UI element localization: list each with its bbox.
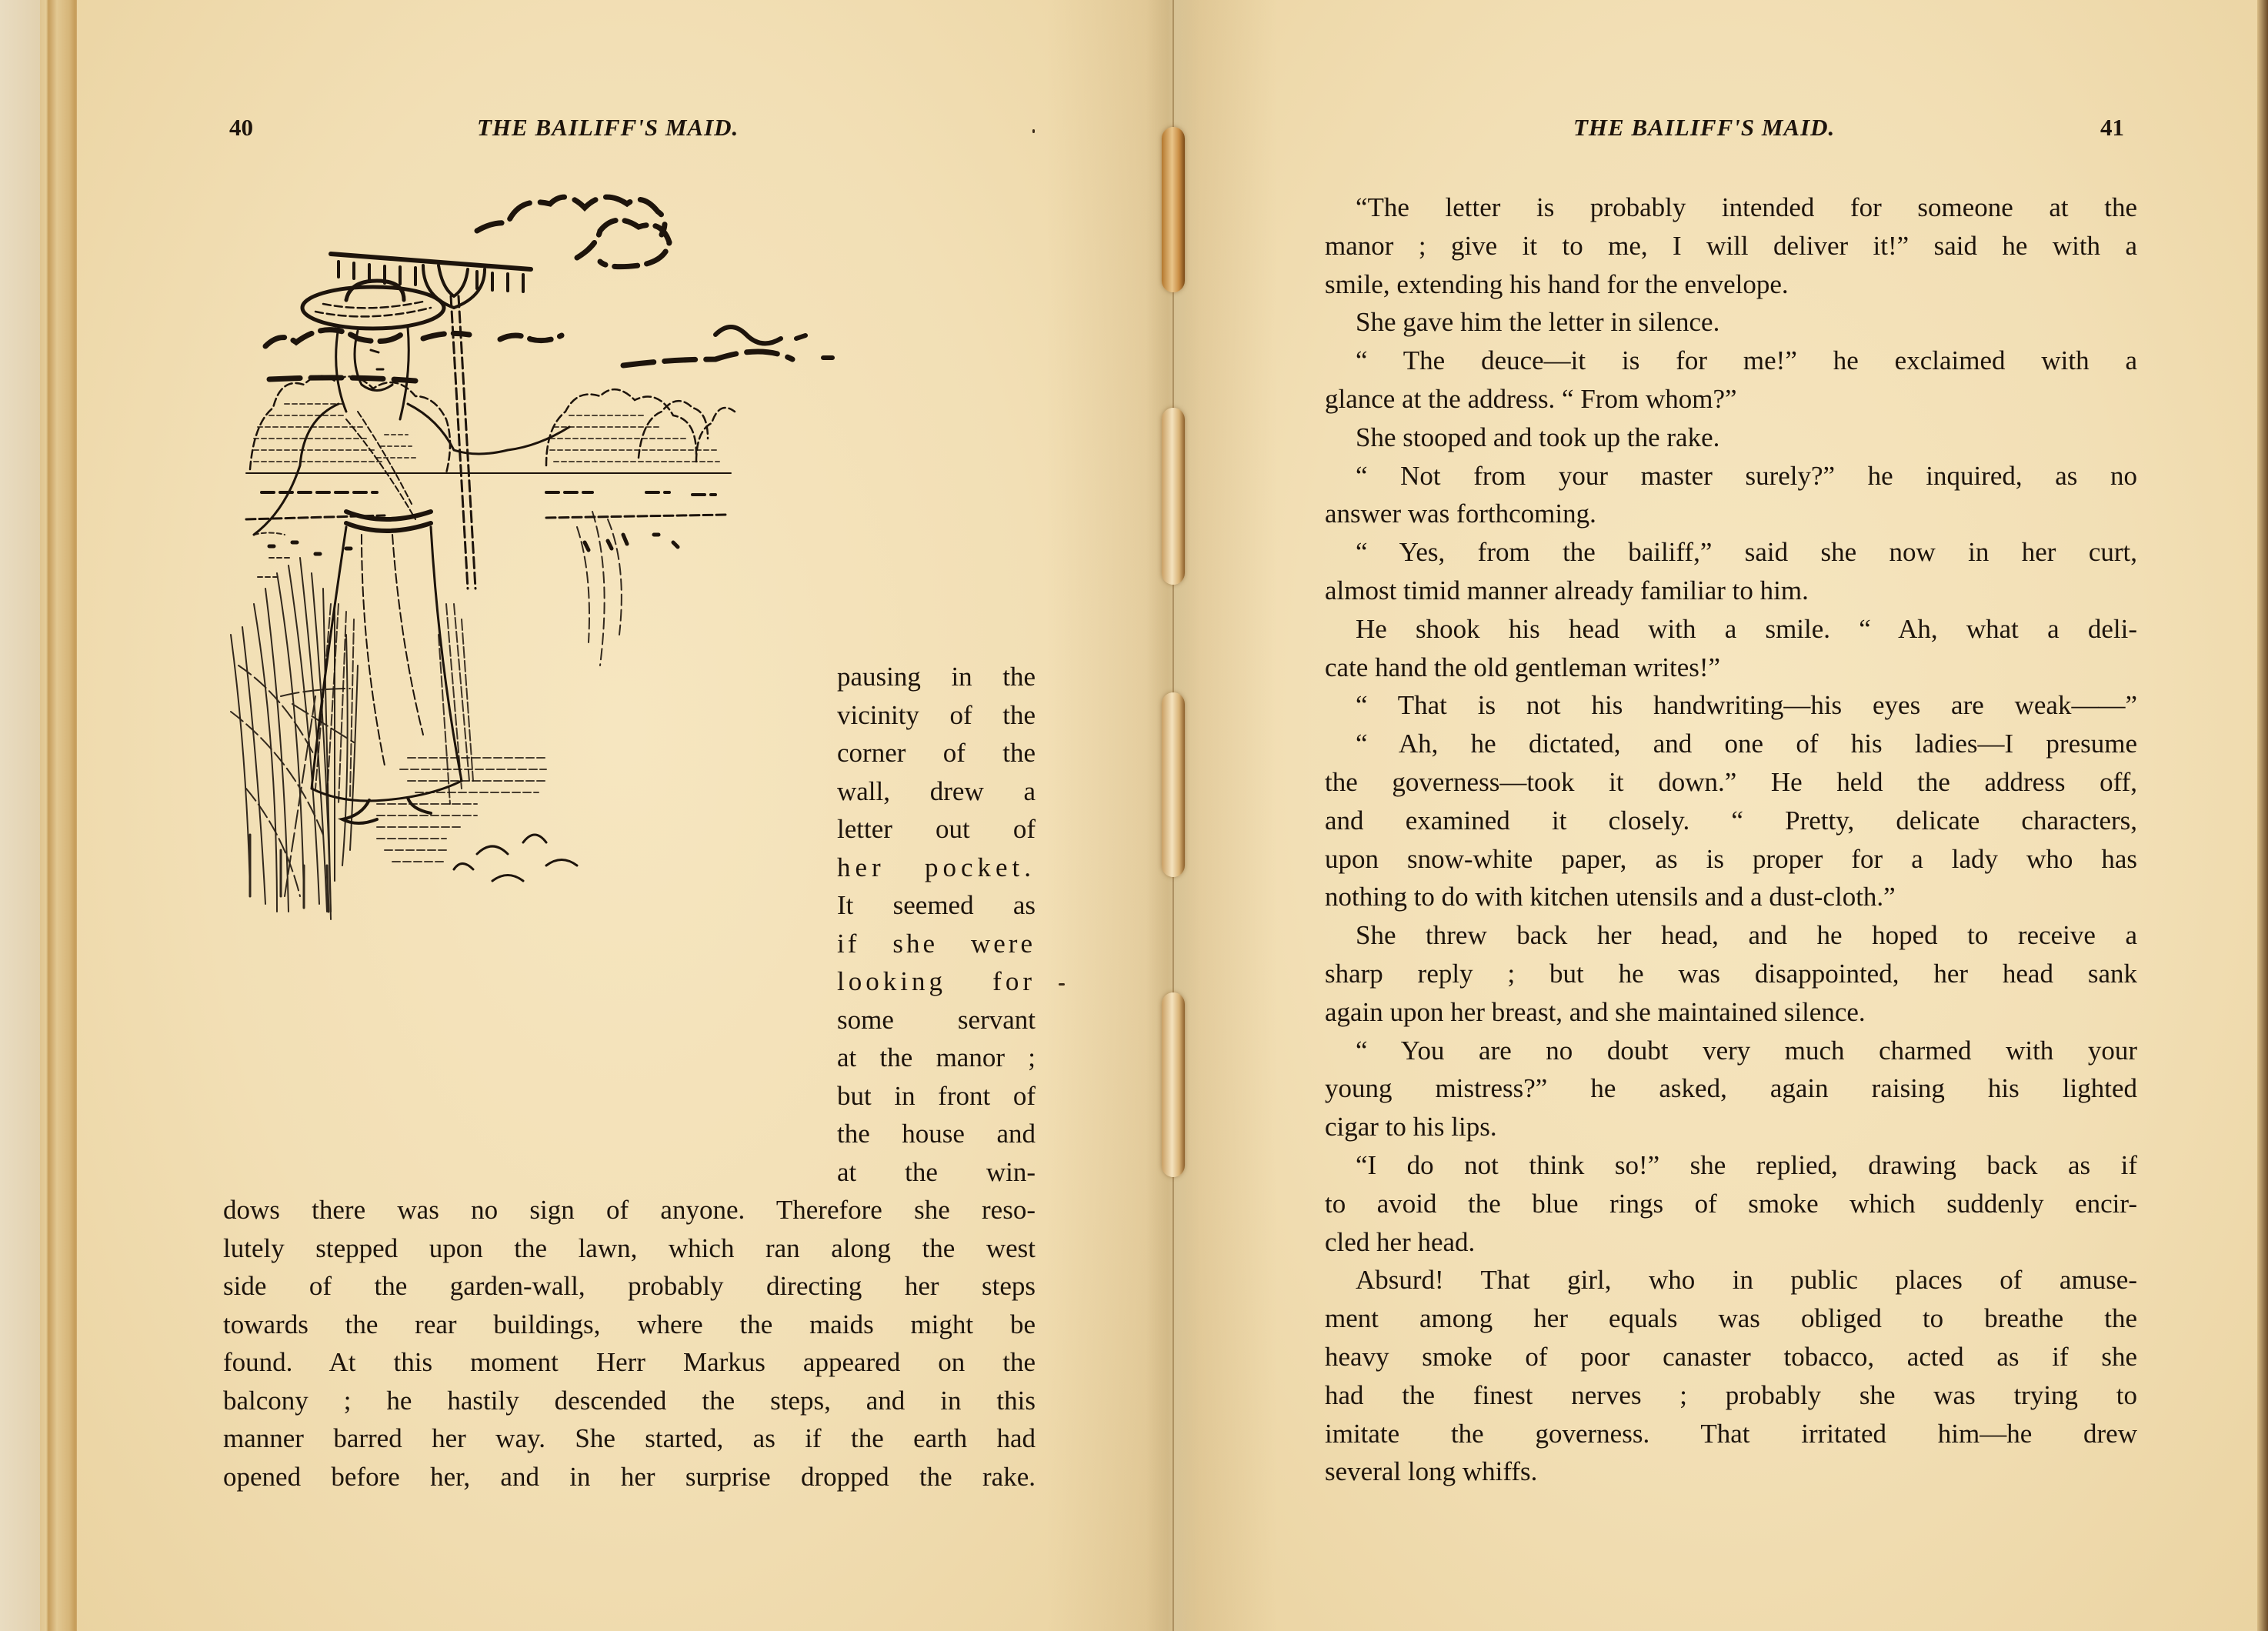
treeline-icon	[250, 376, 735, 473]
text-line: cate hand the old gentleman writes!”	[1325, 652, 1721, 682]
paragraph-first-line: She threw back her head, and he hoped to receive a	[1356, 920, 2137, 951]
tall-grass-icon	[231, 512, 622, 919]
page-number-right: 41	[2100, 114, 2124, 141]
path-shading	[377, 758, 546, 862]
paragraph-first-line: “ That is not his handwriting—his eyes are weak——”	[1356, 690, 2137, 721]
text-line: at the manor ;	[837, 1042, 1036, 1072]
text-line: nothing to do with kitchen utensils and a dust-cloth.”	[1325, 882, 1896, 912]
ink-speck	[1032, 129, 1035, 133]
text-line: looking for	[837, 966, 1036, 996]
text-line: manner barred her way. She started, as if the earth had	[223, 1423, 1036, 1453]
ink-speck	[1059, 983, 1065, 986]
cloud-icon	[265, 330, 562, 346]
text-line: heavy smoke of poor canaster tobacco, acted as if she	[1325, 1341, 2137, 1372]
right-page-body-text	[1325, 188, 2137, 1491]
paragraph-first-line: He shook his head with a smile. “ Ah, what a deli-	[1356, 613, 2137, 644]
text-line: and examined it closely. “ Pretty, delicate characters,	[1325, 805, 2137, 836]
paragraph-first-line: She gave him the letter in silence.	[1356, 307, 1720, 338]
text-line: at the win-	[837, 1156, 1036, 1187]
text-line: some servant	[837, 1004, 1036, 1035]
text-line: her pocket.	[837, 852, 1036, 882]
paragraph-first-line: “ Not from your master surely?” he inquired, as no	[1356, 460, 2137, 491]
text-line: balcony ; he hastily descended the steps, and in this	[223, 1385, 1036, 1416]
text-line: found. At this moment Herr Markus appeared on the	[223, 1347, 1036, 1377]
text-line: sharp reply ; but he was disappointed, her head sank	[1325, 958, 2137, 989]
binding-stitch-icon	[1162, 408, 1185, 585]
paragraph-first-line: She stooped and took up the rake.	[1356, 422, 1720, 452]
cloud-icon	[269, 352, 792, 381]
text-line: again upon her breast, and she maintained silence.	[1325, 996, 1866, 1027]
text-line: cled her head.	[1325, 1226, 1476, 1257]
text-line: towards the rear buildings, where the maids might be	[223, 1309, 1036, 1339]
cloud-icon	[477, 197, 665, 235]
paragraph-first-line: “ Ah, he dictated, and one of his ladies—I presume	[1356, 729, 2137, 759]
text-line: answer was forthcoming.	[1325, 499, 1596, 529]
cloud-icon	[577, 220, 669, 267]
running-head-left: THE BAILIFF'S MAID.	[477, 114, 739, 141]
binding-stitch-icon	[1162, 692, 1185, 877]
text-line: to avoid the blue rings of smoke which suddenly encir-	[1325, 1188, 2137, 1219]
text-line: had the finest nerves ; probably she was trying to	[1325, 1379, 2137, 1410]
text-line: cigar to his lips.	[1325, 1112, 1497, 1142]
paragraph-first-line: “ Yes, from the bailiff,” said she now in her curt,	[1356, 537, 2137, 568]
left-page-wrapped-column	[837, 658, 1036, 1191]
text-line: lutely stepped upon the lawn, which ran along the west	[223, 1232, 1036, 1263]
text-line: pausing in the	[837, 662, 1036, 692]
field-line	[262, 492, 715, 495]
text-line: several long whiffs.	[1325, 1456, 1538, 1487]
text-line: young mistress?” he asked, again raising his lighted	[1325, 1073, 2137, 1104]
text-line: if she were	[837, 928, 1036, 959]
text-line: dows there was no sign of anyone. Therefore she reso-	[223, 1195, 1036, 1225]
text-line: the governess—took it down.” He held the address off,	[1325, 766, 2137, 797]
text-line: glance at the address. “ From whom?”	[1325, 383, 1737, 414]
page-number-left: 40	[229, 114, 253, 141]
ground-tufts	[454, 835, 577, 881]
text-line: corner of the	[837, 738, 1036, 768]
paragraph-first-line: Absurd! That girl, who in public places of amuse-	[1356, 1265, 2137, 1296]
text-line: It seemed as	[837, 890, 1036, 920]
paragraph-first-line: “ The deuce—it is for me!” he exclaimed with a	[1356, 345, 2137, 376]
paragraph-first-line: “ You are no doubt very much charmed with your	[1356, 1035, 2137, 1066]
paragraph-first-line: “I do not think so!” she replied, drawing back as if	[1356, 1149, 2137, 1180]
text-line: manor ; give it to me, I will deliver it!” said he with a	[1325, 230, 2137, 261]
text-line: the house and	[837, 1119, 1036, 1149]
binding-stitch-icon	[1162, 127, 1185, 292]
text-line: letter out of	[837, 814, 1036, 844]
text-line: side of the garden-wall, probably directing her steps	[223, 1271, 1036, 1301]
text-line: opened before her, and in her surprise dropped the rake.	[223, 1461, 1036, 1492]
text-line: wall, drew a	[837, 775, 1036, 806]
running-head-right: THE BAILIFF'S MAID.	[1573, 114, 1836, 141]
text-line: almost timid manner already familiar to him.	[1325, 575, 1809, 605]
text-line: vicinity of the	[837, 699, 1036, 730]
paragraph-first-line: “The letter is probably intended for someone at the	[1356, 192, 2137, 222]
text-line: smile, extending his hand for the envelope.	[1325, 268, 1789, 299]
field-line	[246, 515, 727, 519]
binding-stitch-icon	[1162, 992, 1185, 1177]
page-edge-lip	[0, 0, 40, 1631]
text-line: imitate the governess. That irritated him—he drew	[1325, 1418, 2137, 1449]
text-line: ment among her equals was obliged to breathe the	[1325, 1303, 2137, 1334]
text-line: but in front of	[837, 1080, 1036, 1111]
woman-figure-icon	[254, 281, 569, 823]
text-line: upon snow-white paper, as is proper for a lady who has	[1325, 843, 2137, 874]
left-page-body-text	[223, 1191, 1036, 1496]
